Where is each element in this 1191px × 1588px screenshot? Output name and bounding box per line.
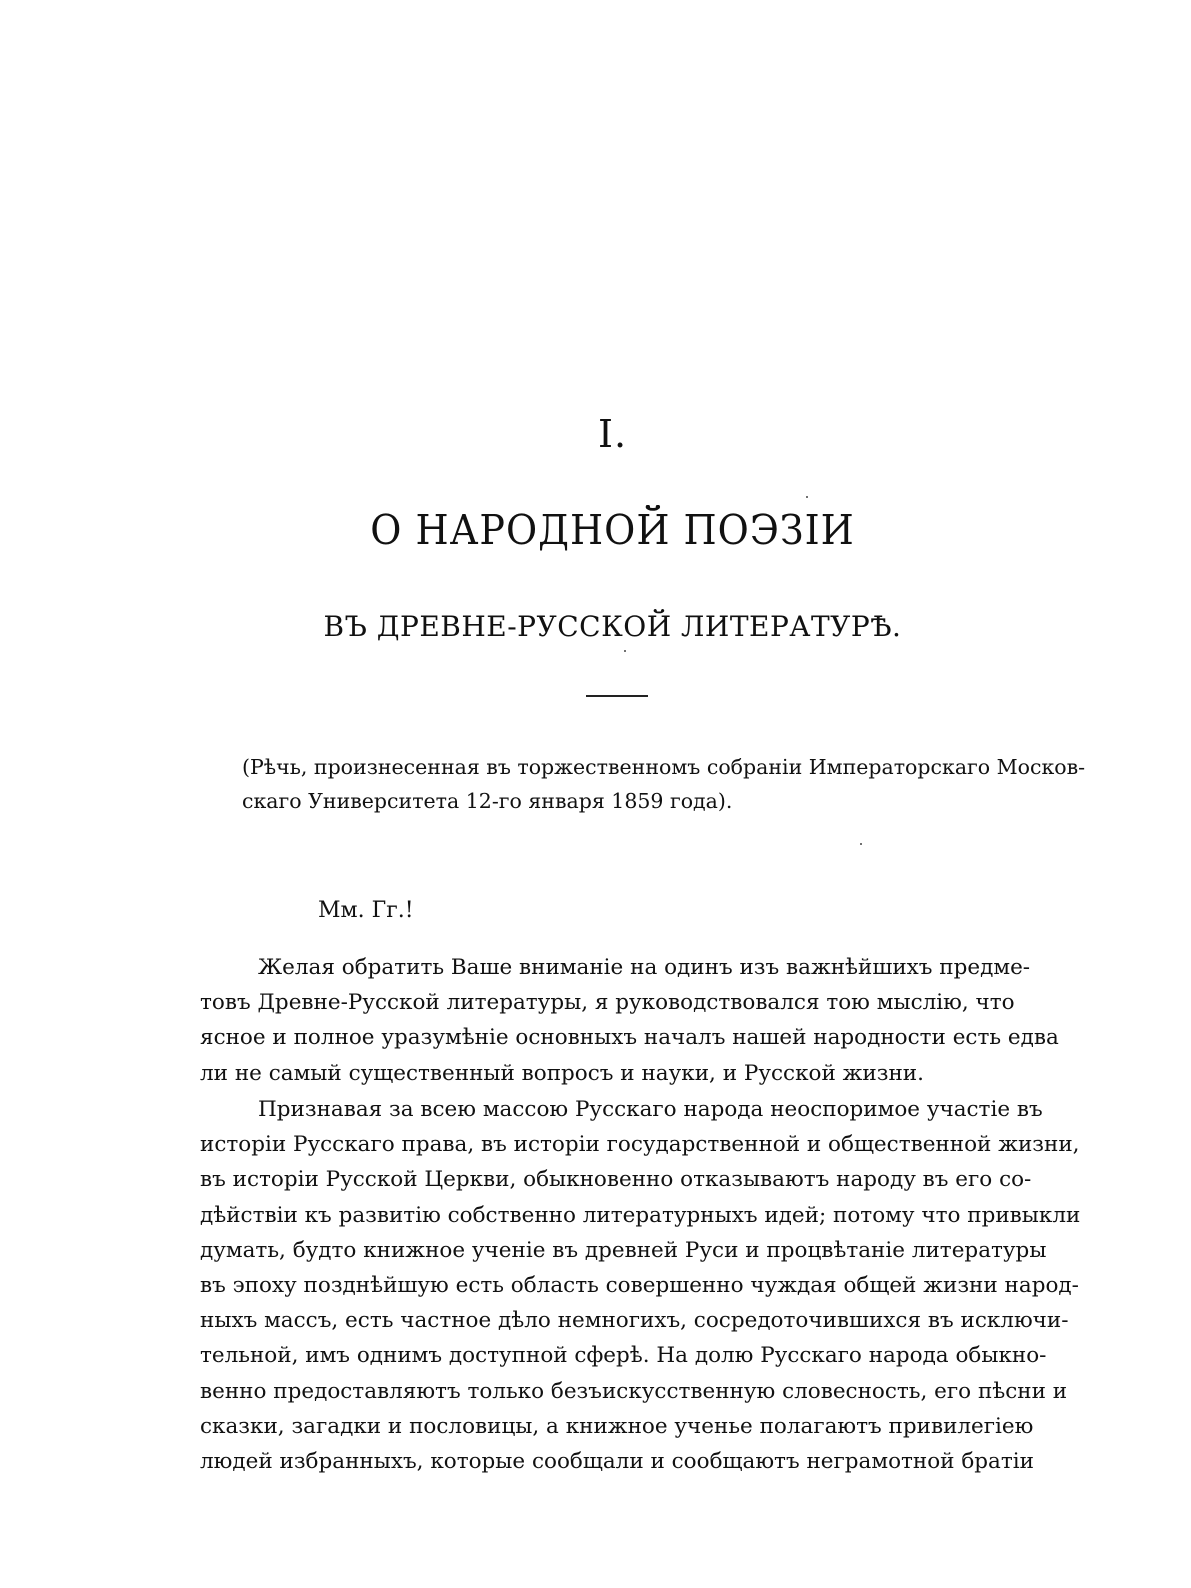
paragraph-line: думать, будто книжное ученіе въ древней Руси и процвѣтаніе литературы <box>200 1237 1047 1263</box>
paragraph-line: Желая обратить Ваше вниманіе на одинъ изъ важнѣйшихъ предме- <box>258 955 1031 980</box>
paragraph-line: сказки, загадки и пословицы, а книжное ученье полагаютъ привилегіею <box>200 1413 1034 1439</box>
paragraph-line: исторіи Русскаго права, въ исторіи государственной и общественной жизни, <box>200 1132 1080 1158</box>
paragraph-line: ныхъ массъ, есть частное дѣло немногихъ, сосредоточившихся въ исключи- <box>200 1308 1069 1334</box>
paragraph-line: дѣйствіи къ развитію собственно литературныхъ идей; потому что привыкли <box>200 1202 1081 1228</box>
print-speck <box>624 650 626 652</box>
paragraph-line: людей избранныхъ, которые сообщали и сообщаютъ неграмотной братіи <box>200 1449 1034 1475</box>
salutation: Мм. Гг.! <box>318 898 414 923</box>
speech-note-line: (Рѣчь, произнесенная въ торжественномъ собраніи Императорскаго Москов- <box>242 755 1086 779</box>
paragraph-line: въ эпоху позднѣйшую есть область совершенно чуждая общей жизни народ- <box>200 1273 1079 1299</box>
paragraph-line: тельной, имъ однимъ доступной сферѣ. На долю Русскаго народа обыкно- <box>200 1343 1047 1369</box>
chapter-number: I. <box>597 412 628 456</box>
paragraph <box>200 1092 1081 1479</box>
paragraph <box>200 950 1059 1091</box>
paragraph-line: Признавая за всею массою Русскаго народа неоспоримое участіе въ <box>258 1097 1043 1122</box>
paragraph-line: венно предоставляютъ только безъискусственную словесность, его пѣсни и <box>200 1378 1068 1404</box>
speech-note-line: скаго Университета 12-го января 1859 года). <box>242 789 733 813</box>
chapter-subtitle: ВЪ ДРЕВНЕ-РУССКОЙ ЛИТЕРАТУРѢ. <box>323 610 902 643</box>
speech-note <box>242 750 1086 818</box>
paragraph-line: ясное и полное уразумѣніе основныхъ началъ нашей народности есть едва <box>200 1025 1059 1051</box>
print-speck <box>860 843 862 845</box>
print-speck <box>806 496 808 498</box>
chapter-title: О НАРОДНОЙ ПОЭЗІИ <box>370 506 855 554</box>
paragraph-line: товъ Древне-Русской литературы, я руководствовался тою мыслію, что <box>200 990 1015 1016</box>
paragraph-line: въ исторіи Русской Церкви, обыкновенно отказываютъ народу въ его со- <box>200 1167 1032 1193</box>
title-rule <box>586 695 648 697</box>
paragraph-line: ли не самый существенный вопросъ и науки, и Русской жизни. <box>200 1060 924 1086</box>
